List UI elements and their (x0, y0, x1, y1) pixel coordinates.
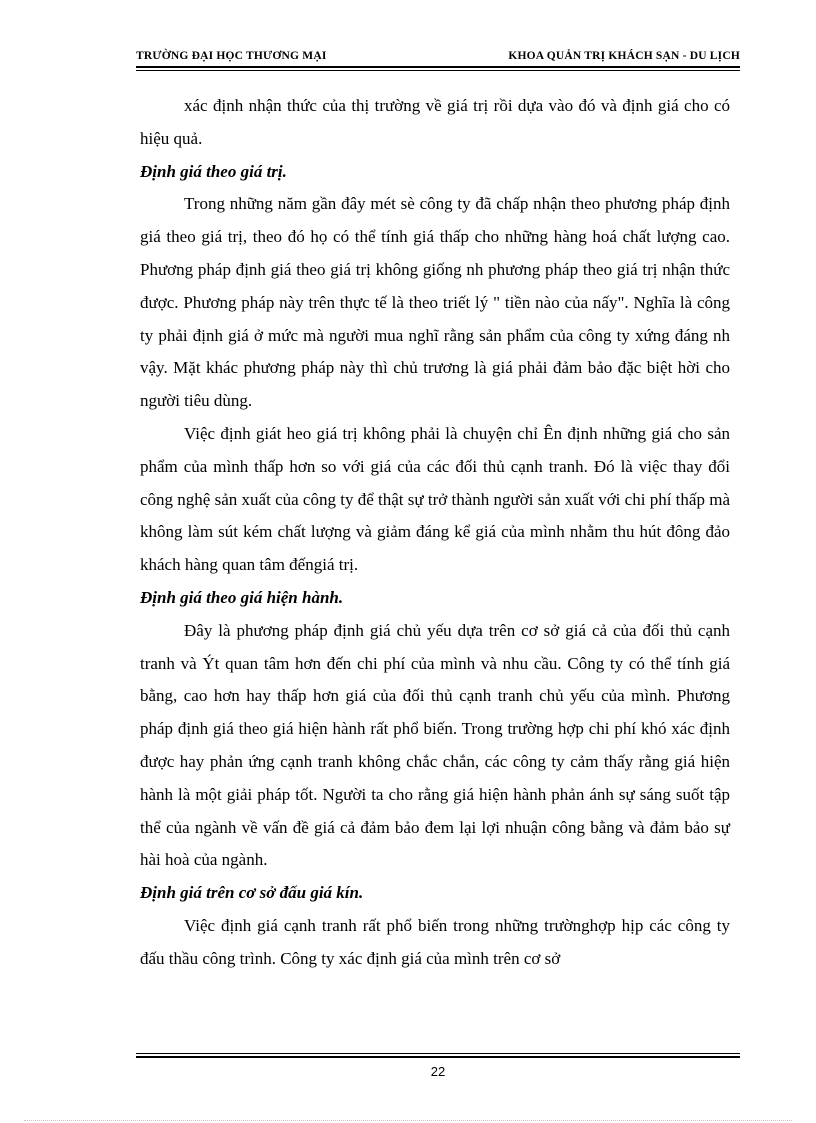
page-header (136, 48, 740, 68)
paragraph-continued: xác định nhận thức của thị trường về giá trị rồi dựa vào đó và định giá cho có hiệu quả. (140, 96, 730, 148)
paragraph-going-rate: Đây là phương pháp định giá chủ yếu dựa trên cơ sở giá cả của đối thủ cạnh tranh và Ýt quan tâm hơn đến chi phí của mình và nhu cầu. Công ty có thể tính giá bằng, cao hơn hay thấp hơn giá của đối thủ cạnh tranh chủ yếu của mình. Phương pháp định giá theo giá hiện hành rất phổ biến. Trong trường hợp chi phí khó xác định được hay phản ứng cạnh tranh không chắc chắn, các công ty cảm thấy rằng giá hiện hành là một giải pháp tốt. Người ta cho rằng giá hiện hành phản ánh sự sáng suốt tập thể của ngành về vấn đề giá cả đảm bảo đem lại lợi nhuận công bằng và đảm bảo sự hài hoà của ngành. (140, 620, 730, 870)
header-rule (136, 66, 740, 68)
page-edge-divider (24, 1120, 792, 1121)
section-heading-value-pricing: Định giá theo giá trị. (140, 161, 287, 181)
header-faculty: KHOA QUẢN TRỊ KHÁCH SẠN - DU LỊCH (508, 50, 740, 62)
paragraph-value-pricing-2: Việc định giát heo giá trị không phải là chuyện chỉ Ên định những giá cho sản phẩm của mình thấp hơn so với giá của các đối thủ cạnh tranh. Đó là việc thay đổi công nghệ sản xuất của công ty để thật sự trở thành người sản xuất với chi phí thấp mà không làm sút kém chất lượng và giảm đáng kể giá của mình nhằm thu hút đông đảo khách hàng quan tâm đếngiá trị. (140, 423, 730, 575)
page-body (140, 90, 730, 976)
header-university: TRƯỜNG ĐẠI HỌC THƯƠNG MẠI (136, 50, 327, 62)
footer-rule (136, 1053, 740, 1054)
header-rule-secondary (136, 70, 740, 71)
page-number: 22 (430, 1064, 446, 1079)
footer-rule-secondary (136, 1056, 740, 1058)
paragraph-value-pricing: Trong những năm gần đây mét sè công ty đã chấp nhận theo phương pháp định giá theo giá trị, theo đó họ có thể tính giá thấp cho những hàng hoá chất lượng cao. Phương pháp định giá theo giá trị không giống nh phương pháp theo giá trị nhận thức được. Phương pháp này trên thực tế là theo triết lý " tiền nào của nấy". Nghĩa là công ty phải định giá ở mức mà người mua nghĩ rằng sản phẩm của công ty xứng đáng nh vậy. Mặt khác phương pháp này thì chủ trương là giá phải đảm bảo đặc biệt hời cho người tiêu dùng. (140, 194, 730, 411)
section-heading-going-rate: Định giá theo giá hiện hành. (140, 587, 344, 607)
paragraph-sealed-bid: Việc định giá cạnh tranh rất phổ biến trong những trườnghợp hịp các công ty đấu thầu công trình. Công ty xác định giá của mình trên cơ sở (140, 915, 730, 968)
section-heading-sealed-bid: Định giá trên cơ sở đấu giá kín. (140, 883, 364, 903)
